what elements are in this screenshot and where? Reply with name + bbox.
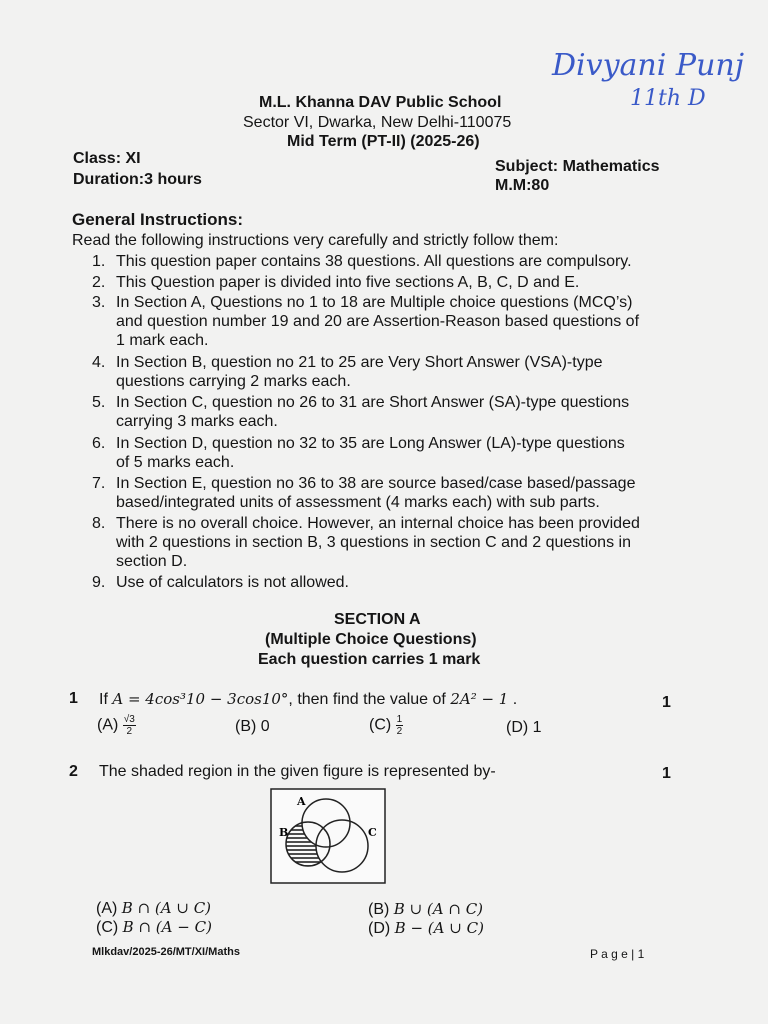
instruction-number: 6.: [92, 435, 106, 452]
denominator: 2: [126, 726, 133, 737]
instruction-line: There is no overall choice. However, an internal choice has been provided: [116, 515, 640, 532]
instruction-number: 3.: [92, 294, 106, 311]
option-math: B ∪ (A ∩ C): [393, 900, 484, 918]
page-number: P a g e | 1: [590, 947, 645, 961]
question-math: A = 4cos³10 − 3cos10°: [112, 690, 289, 708]
instruction-number: 8.: [92, 515, 106, 532]
numerator: 1: [396, 714, 403, 725]
handwritten-name: Divyani Punj: [552, 48, 745, 83]
q2-option-d: [368, 919, 484, 938]
q2-option-a: [96, 899, 211, 918]
set-c-label: C: [368, 826, 377, 839]
fraction: [123, 714, 136, 737]
duration-label: Duration:3 hours: [73, 171, 202, 188]
instruction-number: 4.: [92, 354, 106, 371]
q2-option-c: [96, 918, 212, 937]
set-b-label: B: [279, 826, 289, 839]
instruction-line: In Section A, Questions no 1 to 18 are Multiple choice questions (MCQ’s): [116, 294, 633, 311]
option-math: B − (A ∪ C): [394, 919, 484, 937]
option-label: (A): [97, 716, 119, 734]
instruction-line: carrying 3 marks each.: [116, 413, 278, 430]
instruction-2: [92, 273, 579, 292]
fraction: [396, 714, 404, 737]
instruction-line: of 5 marks each.: [116, 454, 235, 471]
option-math: B ∩ (A ∪ C): [121, 899, 212, 917]
option-label: (B): [368, 901, 390, 918]
instruction-line: In Section B, question no 21 to 25 are Very Short Answer (VSA)-type: [116, 354, 603, 371]
section-note: Each question carries 1 mark: [258, 651, 481, 668]
instruction-line: section D.: [116, 553, 188, 570]
instruction-line: Use of calculators is not allowed.: [116, 574, 349, 591]
handwritten-class: 11th D: [630, 86, 706, 111]
question-math: 2A² − 1: [450, 690, 509, 708]
set-a-label: A: [297, 795, 306, 808]
class-label: Class: XI: [73, 150, 141, 167]
instruction-4: [92, 353, 603, 391]
instruction-number: 5.: [92, 394, 106, 411]
instruction-1: [92, 252, 632, 271]
section-title: SECTION A: [334, 611, 421, 628]
option-label: (D): [368, 920, 391, 937]
instruction-line: with 2 questions in section B, 3 questions in section C and 2 questions in: [116, 534, 631, 551]
question-2-mark: 1: [662, 765, 671, 782]
q1-option-d: (D) 1: [506, 719, 542, 736]
instruction-number: 9.: [92, 574, 106, 591]
instruction-line: In Section E, question no 36 to 38 are source based/case based/passage: [116, 475, 636, 492]
option-label: (C): [96, 919, 119, 936]
instruction-3: [92, 293, 639, 350]
question-1-number: 1: [69, 690, 78, 707]
question-1-text: [99, 690, 517, 709]
instruction-number: 1.: [92, 253, 106, 270]
instructions-heading: General Instructions:: [72, 210, 243, 229]
instruction-5: [92, 393, 629, 431]
instruction-line: In Section D, question no 32 to 35 are Long Answer (LA)-type questions: [116, 435, 625, 452]
question-text-part: If: [99, 691, 113, 708]
max-marks: M.M:80: [495, 177, 550, 194]
instruction-6: [92, 434, 625, 472]
instruction-7: [92, 474, 635, 512]
school-name: M.L. Khanna DAV Public School: [259, 94, 502, 111]
question-text-part: .: [508, 691, 518, 708]
q1-option-a: [97, 714, 136, 737]
q2-option-b: [368, 900, 483, 919]
instruction-9: [92, 573, 349, 592]
instruction-line: This Question paper is divided into five sections A, B, C, D and E.: [116, 274, 580, 291]
denominator: 2: [396, 726, 403, 737]
footer-code: Mlkdav/2025-26/MT/XI/Maths: [92, 946, 240, 958]
instruction-line: This question paper contains 38 questions. All questions are compulsory.: [116, 253, 632, 270]
instruction-line: In Section C, question no 26 to 31 are Short Answer (SA)-type questions: [116, 394, 630, 411]
question-text-part: , then find the value of: [288, 691, 451, 708]
instructions-intro: Read the following instructions very carefully and strictly follow them:: [72, 232, 559, 249]
instruction-number: 2.: [92, 274, 106, 291]
question-2-number: 2: [69, 763, 78, 780]
school-address: Sector VI, Dwarka, New Delhi-110075: [243, 114, 512, 131]
question-1-mark: 1: [662, 694, 671, 711]
instruction-number: 7.: [92, 475, 106, 492]
venn-diagram: [270, 788, 386, 884]
instruction-line: based/integrated units of assessment (4 marks each) with sub parts.: [116, 494, 600, 511]
numerator: √3: [123, 714, 135, 725]
instruction-line: and question number 19 and 20 are Assertion-Reason based questions of: [116, 313, 640, 330]
exam-title: Mid Term (PT-II) (2025-26): [287, 133, 480, 150]
option-label: (A): [96, 900, 118, 917]
instruction-line: questions carrying 2 marks each.: [116, 373, 351, 390]
instruction-8: [92, 514, 640, 571]
q1-option-b: (B) 0: [235, 718, 270, 735]
section-subtitle: (Multiple Choice Questions): [265, 631, 477, 648]
subject-label: Subject: Mathematics: [495, 158, 660, 175]
option-label: (C): [369, 716, 392, 734]
option-math: B ∩ (A − C): [122, 918, 212, 936]
question-2-text: The shaded region in the given figure is represented by-: [99, 763, 496, 780]
q1-option-c: [369, 714, 403, 737]
instruction-line: 1 mark each.: [116, 332, 209, 349]
